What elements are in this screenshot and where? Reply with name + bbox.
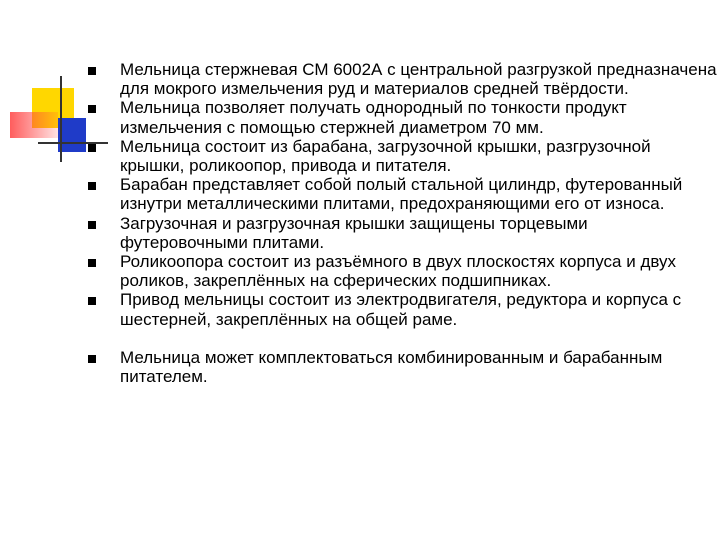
list-item: Мельница позволяет получать однородный по тонкости продукт измельчения с помощью стержней диаметром 70 мм.	[88, 98, 718, 136]
square-bullet-icon	[88, 355, 96, 363]
blue-square	[58, 118, 86, 152]
square-bullet-icon	[88, 182, 96, 190]
list-item: Привод мельницы состоит из электродвигателя, редуктора и корпуса с шестерней, закреплённых на общей раме.	[88, 290, 718, 328]
square-bullet-icon	[88, 221, 96, 229]
square-bullet-icon	[88, 297, 96, 305]
square-bullet-icon	[88, 144, 96, 152]
list-item: Мельница состоит из барабана, загрузочной крышки, разгрузочной крышки, роликоопор, привода и питателя.	[88, 137, 718, 175]
bullet-list	[88, 60, 718, 386]
square-bullet-icon	[88, 259, 96, 267]
list-item: Роликоопора состоит из разъёмного в двух плоскостях корпуса и двух роликов, закреплённых на сферических подшипниках.	[88, 252, 718, 290]
square-bullet-icon	[88, 67, 96, 75]
red-square	[10, 112, 58, 138]
list-item: Барабан представляет собой полый стальной цилиндр, футерованный изнутри металлическими плитами, предохраняющими его от износа.	[88, 175, 718, 213]
list-item: Мельница стержневая СМ 6002А с центральной разгрузкой предназначена для мокрого измельчения руд и материалов средней твёрдости.	[88, 60, 718, 98]
square-bullet-icon	[88, 105, 96, 113]
list-item: Мельница может комплектоваться комбинированным и барабанным питателем.	[88, 348, 718, 386]
list-item: Загрузочная и разгрузочная крышки защищены торцевыми футеровочными плитами.	[88, 214, 718, 252]
